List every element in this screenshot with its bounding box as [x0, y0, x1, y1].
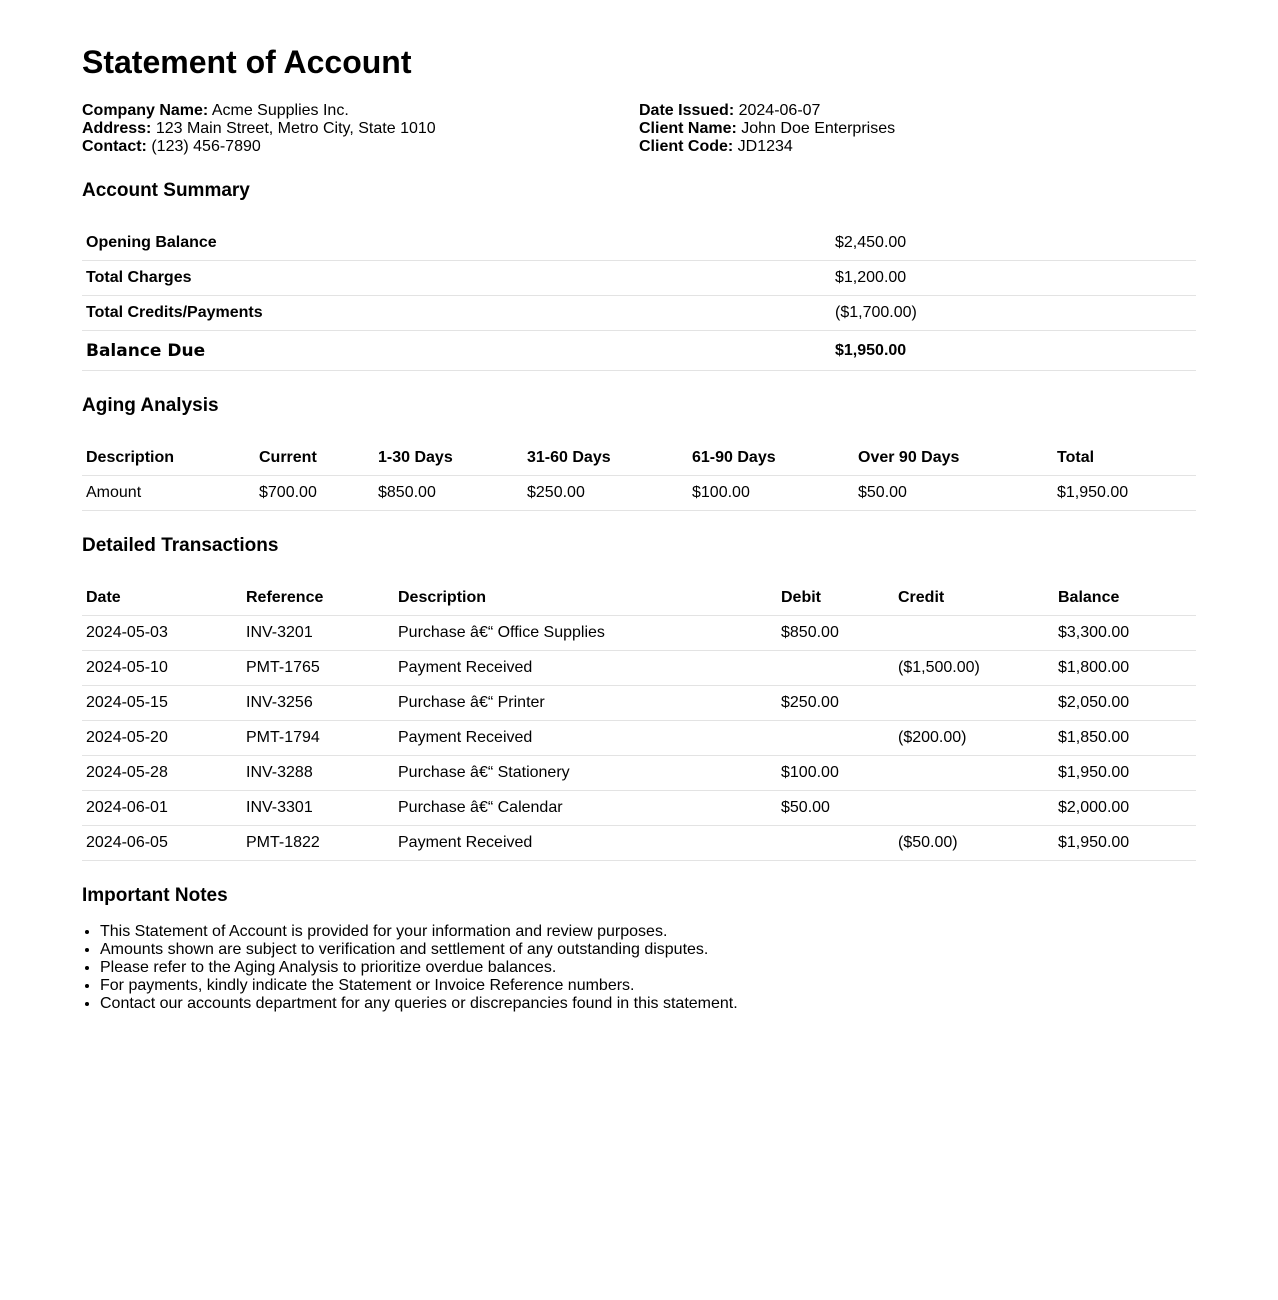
transaction-debit: [777, 651, 894, 686]
date-issued-line: [639, 102, 1196, 120]
aging-cell: Amount: [82, 476, 255, 511]
table-row: [82, 616, 1196, 651]
aging-header: 31-60 Days: [523, 441, 688, 476]
transaction-description: Payment Received: [394, 651, 777, 686]
company-contact-label: Contact:: [82, 138, 147, 155]
transaction-reference: INV-3288: [242, 756, 394, 791]
balance-due-label: Balance Due: [82, 331, 831, 371]
aging-cell: $1,950.00: [1053, 476, 1196, 511]
header-info: [82, 102, 1196, 156]
company-info: [82, 102, 639, 156]
transaction-reference: INV-3201: [242, 616, 394, 651]
transactions-header: Balance: [1054, 581, 1196, 616]
transaction-credit: ($1,500.00): [894, 651, 1054, 686]
aging-header: 1-30 Days: [374, 441, 523, 476]
transaction-balance: $2,000.00: [1054, 791, 1196, 826]
transaction-debit: $250.00: [777, 686, 894, 721]
transaction-debit: $50.00: [777, 791, 894, 826]
transaction-credit: ($50.00): [894, 826, 1054, 861]
list-item: • For payments, kindly indicate the Statement or Invoice Reference numbers.: [100, 977, 1196, 995]
transactions-header: Credit: [894, 581, 1054, 616]
important-notes-heading: Important Notes: [82, 885, 228, 906]
aging-cell: $700.00: [255, 476, 374, 511]
transaction-balance: $1,800.00: [1054, 651, 1196, 686]
client-name-line: [639, 120, 1196, 138]
company-address: 123 Main Street, Metro City, State 1010: [155, 120, 436, 137]
company-address-line: [82, 120, 639, 138]
transaction-date: 2024-05-15: [82, 686, 242, 721]
table-row: [82, 756, 1196, 791]
summary-label: Total Credits/Payments: [82, 296, 831, 331]
account-summary-table: [82, 226, 1196, 371]
date-issued: 2024-06-07: [738, 102, 821, 119]
statement-page: [82, 0, 1196, 1013]
transaction-balance: $3,300.00: [1054, 616, 1196, 651]
page-title: Statement of Account: [82, 44, 412, 80]
transaction-date: 2024-05-10: [82, 651, 242, 686]
transaction-credit: ($200.00): [894, 721, 1054, 756]
transaction-date: 2024-06-05: [82, 826, 242, 861]
balance-due-value: $1,950.00: [831, 331, 1196, 371]
transaction-date: 2024-05-20: [82, 721, 242, 756]
transaction-description: Purchase â€“ Office Supplies: [394, 616, 777, 651]
aging-header: Total: [1053, 441, 1196, 476]
transaction-description: Payment Received: [394, 721, 777, 756]
account-summary-heading: Account Summary: [82, 180, 250, 201]
company-address-label: Address:: [82, 120, 152, 137]
aging-analysis-heading: Aging Analysis: [82, 395, 219, 416]
transactions-header: Debit: [777, 581, 894, 616]
summary-value: $1,200.00: [831, 261, 1196, 296]
detailed-transactions-heading: Detailed Transactions: [82, 535, 279, 556]
transaction-date: 2024-06-01: [82, 791, 242, 826]
table-row: [82, 791, 1196, 826]
transaction-debit: $850.00: [777, 616, 894, 651]
table-row: [82, 721, 1196, 756]
transaction-date: 2024-05-28: [82, 756, 242, 791]
list-item: • Please refer to the Aging Analysis to prioritize overdue balances.: [100, 959, 1196, 977]
client-name: John Doe Enterprises: [741, 120, 896, 137]
transactions-table: [82, 581, 1196, 861]
list-item: • Amounts shown are subject to verification and settlement of any outstanding disputes.: [100, 941, 1196, 959]
summary-value: $2,450.00: [831, 226, 1196, 261]
aging-row: [82, 476, 1196, 511]
aging-cell: $850.00: [374, 476, 523, 511]
transaction-debit: [777, 721, 894, 756]
transaction-debit: $100.00: [777, 756, 894, 791]
transaction-credit: [894, 756, 1054, 791]
aging-header: Current: [255, 441, 374, 476]
summary-value: ($1,700.00): [831, 296, 1196, 331]
list-item: • Contact our accounts department for any queries or discrepancies found in this statement.: [100, 995, 1196, 1013]
table-row: [82, 686, 1196, 721]
transaction-credit: [894, 616, 1054, 651]
company-contact-line: [82, 138, 639, 156]
transaction-credit: [894, 686, 1054, 721]
transaction-description: Purchase â€“ Calendar: [394, 791, 777, 826]
transaction-date: 2024-05-03: [82, 616, 242, 651]
aging-cell: $100.00: [688, 476, 854, 511]
client-name-label: Client Name:: [639, 120, 737, 137]
transactions-header: Reference: [242, 581, 394, 616]
client-code-line: [639, 138, 1196, 156]
summary-label: Total Charges: [82, 261, 831, 296]
aging-analysis-table: [82, 441, 1196, 511]
client-code: JD1234: [737, 138, 793, 155]
transaction-credit: [894, 791, 1054, 826]
aging-header: Over 90 Days: [854, 441, 1053, 476]
aging-header: 61-90 Days: [688, 441, 854, 476]
transaction-reference: PMT-1765: [242, 651, 394, 686]
transaction-balance: $1,950.00: [1054, 756, 1196, 791]
transaction-reference: PMT-1794: [242, 721, 394, 756]
company-contact: (123) 456-7890: [151, 138, 261, 155]
balance-due-row: [82, 331, 1196, 371]
transactions-header-row: [82, 581, 1196, 616]
aging-header: Description: [82, 441, 255, 476]
aging-cell: $50.00: [854, 476, 1053, 511]
aging-cell: $250.00: [523, 476, 688, 511]
transaction-balance: $1,950.00: [1054, 826, 1196, 861]
summary-row: [82, 226, 1196, 261]
company-name-line: [82, 102, 639, 120]
transaction-description: Purchase â€“ Printer: [394, 686, 777, 721]
transactions-header: Description: [394, 581, 777, 616]
company-name: Acme Supplies Inc.: [211, 102, 349, 119]
transaction-debit: [777, 826, 894, 861]
transaction-balance: $1,850.00: [1054, 721, 1196, 756]
transaction-description: Payment Received: [394, 826, 777, 861]
client-code-label: Client Code:: [639, 138, 734, 155]
summary-row: [82, 261, 1196, 296]
transactions-header: Date: [82, 581, 242, 616]
transaction-reference: INV-3256: [242, 686, 394, 721]
transaction-reference: INV-3301: [242, 791, 394, 826]
table-row: [82, 651, 1196, 686]
transaction-description: Purchase â€“ Stationery: [394, 756, 777, 791]
notes-list: [82, 923, 1196, 1013]
client-info: [639, 102, 1196, 156]
transaction-balance: $2,050.00: [1054, 686, 1196, 721]
aging-header-row: [82, 441, 1196, 476]
date-issued-label: Date Issued:: [639, 102, 735, 119]
transaction-reference: PMT-1822: [242, 826, 394, 861]
summary-row: [82, 296, 1196, 331]
summary-label: Opening Balance: [82, 226, 831, 261]
company-name-label: Company Name:: [82, 102, 209, 119]
list-item: • This Statement of Account is provided for your information and review purposes.: [100, 923, 1196, 941]
table-row: [82, 826, 1196, 861]
